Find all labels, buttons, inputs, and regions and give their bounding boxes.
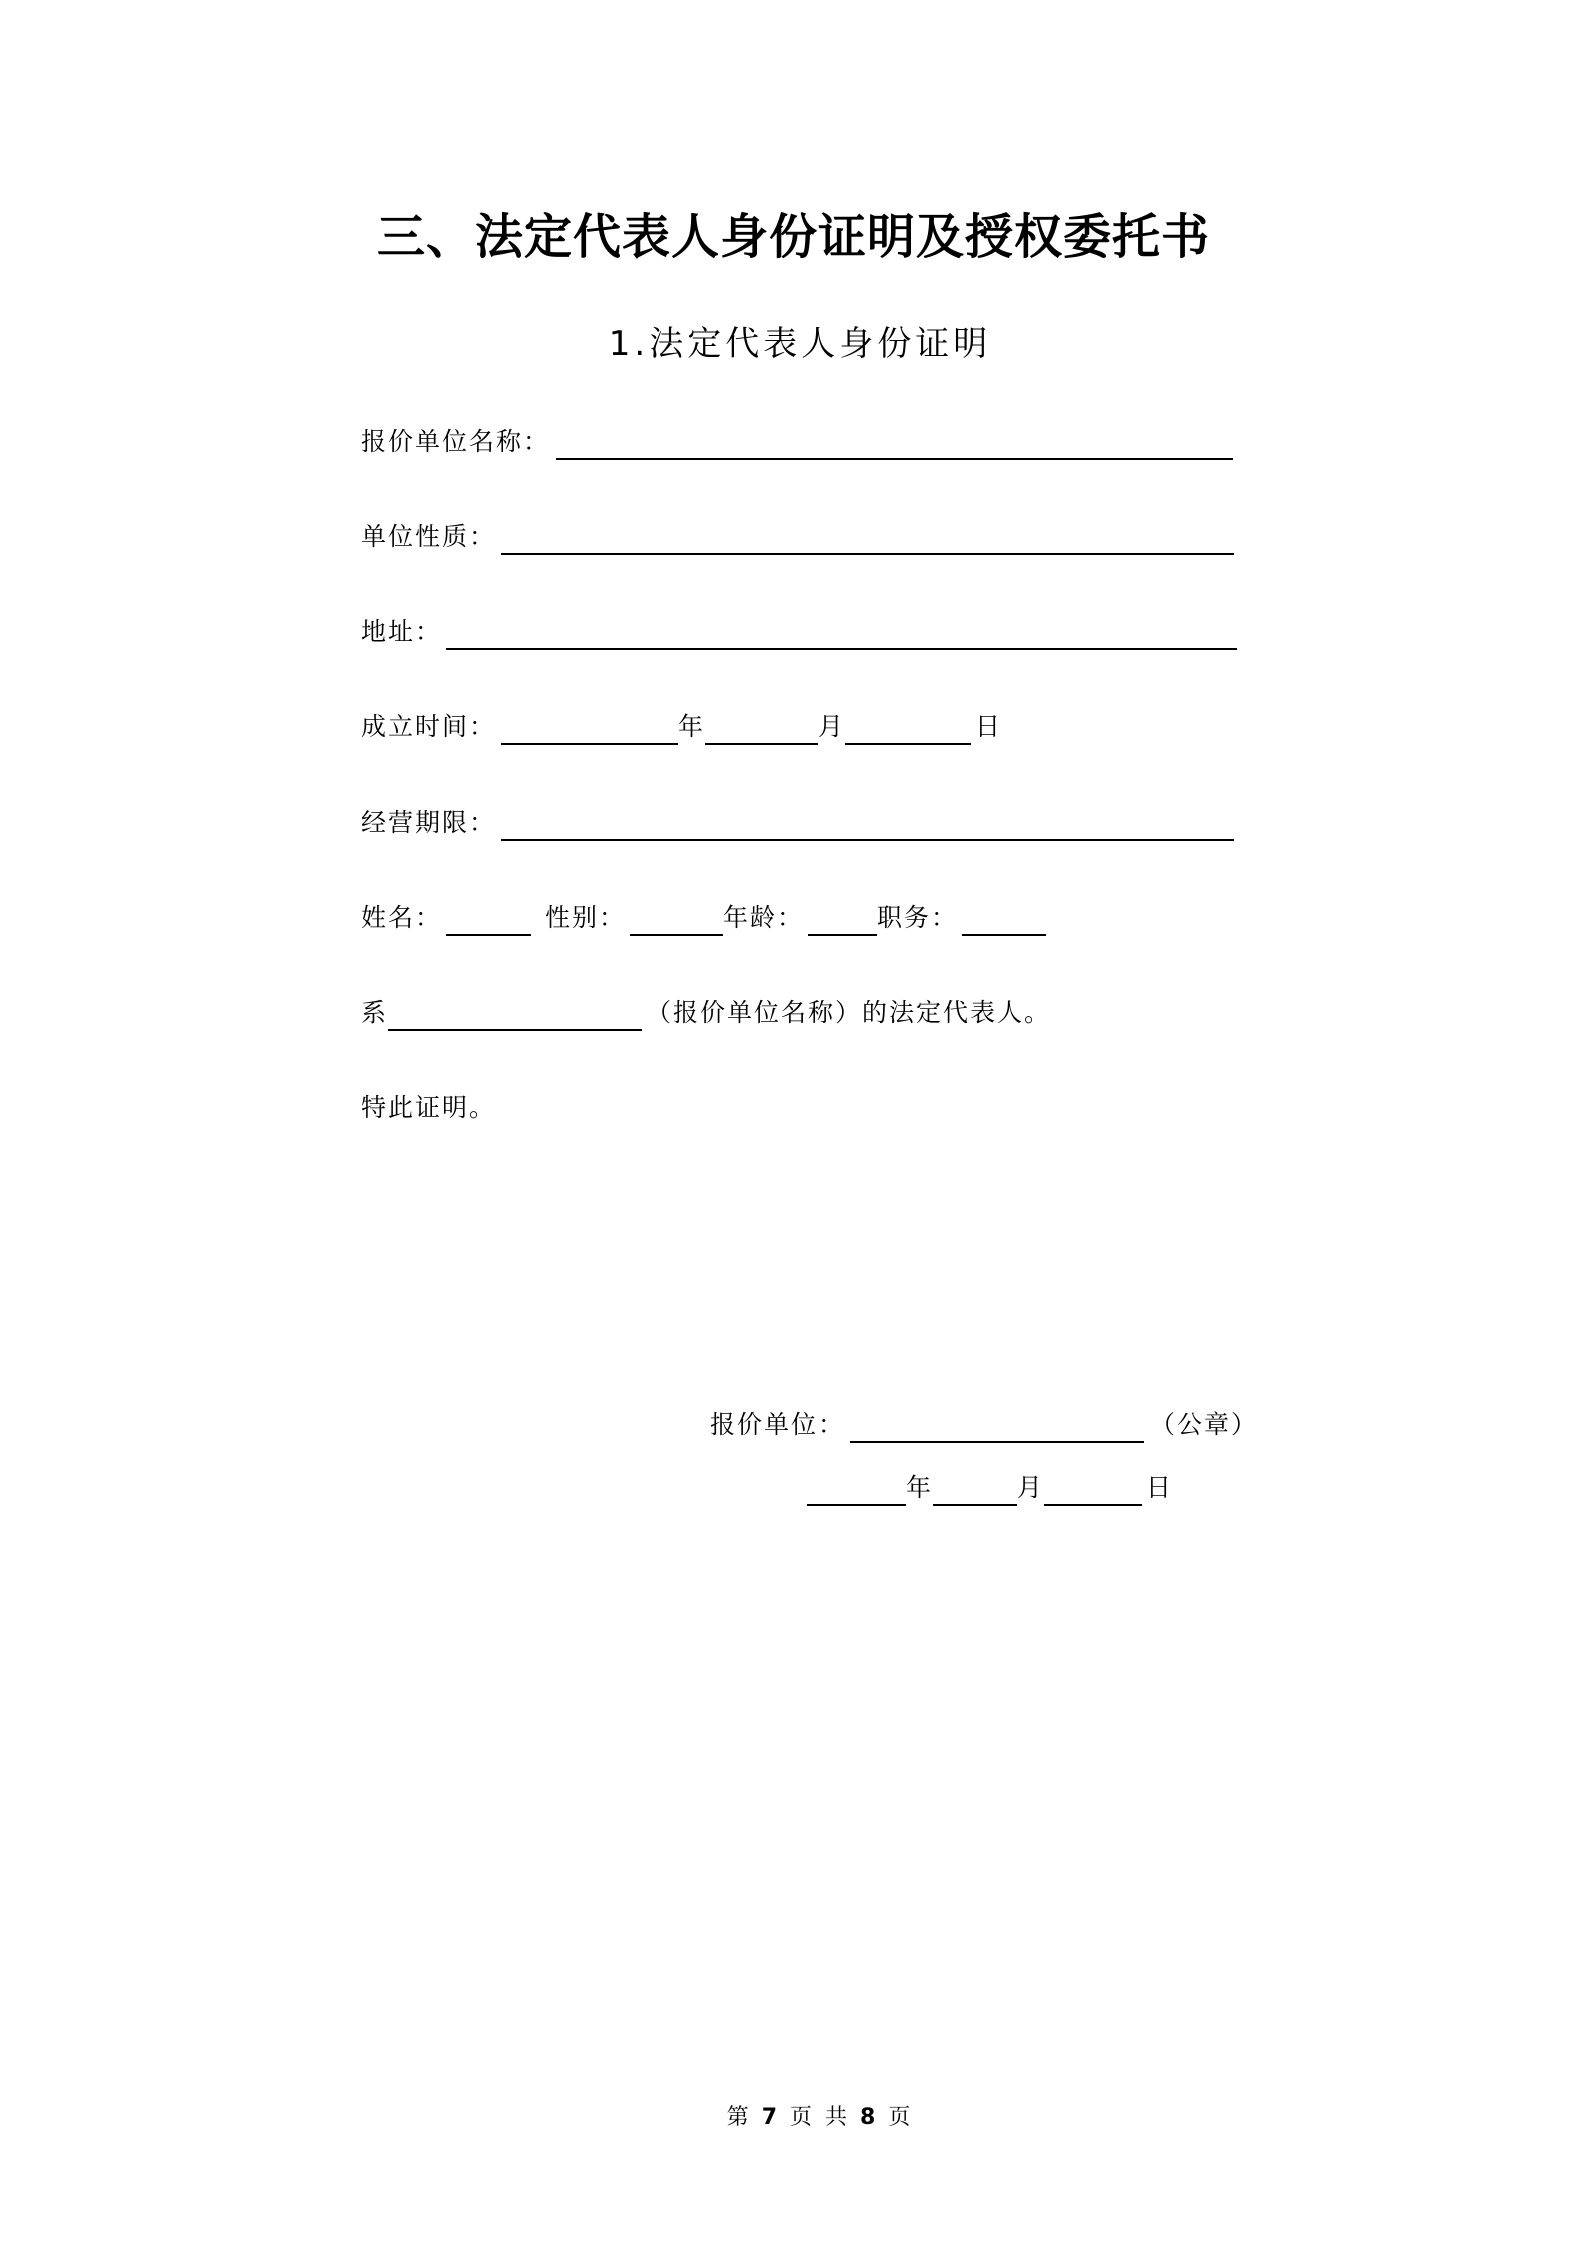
relation-row: [361, 995, 1051, 1031]
established-label: 成立时间：: [361, 712, 497, 741]
address-label: 地址：: [361, 617, 443, 646]
certify-text: 特此证明。: [361, 1093, 497, 1122]
gender-blank[interactable]: [630, 900, 723, 936]
term-label: 经营期限：: [361, 808, 497, 837]
total-pages: 8: [860, 2105, 879, 2130]
established-row: [361, 709, 1002, 745]
signature-date-row: [807, 1470, 1173, 1506]
address-blank[interactable]: [446, 614, 1237, 650]
signature-year-blank[interactable]: [807, 1470, 906, 1506]
relation-prefix: 系: [361, 998, 389, 1027]
established-month-blank[interactable]: [705, 709, 818, 745]
year-label: 年: [678, 712, 706, 741]
company-name-blank[interactable]: [556, 424, 1233, 460]
certify-row: [361, 1090, 496, 1126]
relation-company-blank[interactable]: [388, 995, 642, 1031]
signature-day-label: 日: [1146, 1473, 1174, 1502]
age-blank[interactable]: [808, 900, 877, 936]
signature-day-blank[interactable]: [1044, 1470, 1142, 1506]
footer-middle: 页 共: [790, 2105, 850, 2130]
address-row: [361, 614, 1237, 650]
established-year-blank[interactable]: [501, 709, 678, 745]
signature-month-label: 月: [1017, 1473, 1045, 1502]
signature-month-blank[interactable]: [933, 1470, 1017, 1506]
company-nature-blank[interactable]: [501, 519, 1234, 555]
footer-prefix: 第: [726, 2105, 752, 2130]
person-row: [361, 900, 1046, 936]
term-blank[interactable]: [501, 805, 1234, 841]
footer-suffix: 页: [888, 2105, 914, 2130]
signature-unit-blank[interactable]: [850, 1407, 1144, 1443]
company-nature-label: 单位性质：: [361, 522, 497, 551]
company-name-label: 报价单位名称：: [361, 427, 551, 456]
established-day-blank[interactable]: [845, 709, 971, 745]
signature-unit-label: 报价单位：: [710, 1410, 846, 1439]
company-name-row: [361, 424, 1233, 460]
section-subtitle: 1.法定代表人身份证明: [608, 324, 992, 364]
signature-year-label: 年: [906, 1473, 934, 1502]
position-blank[interactable]: [962, 900, 1046, 936]
document-title: 三、法定代表人身份证明及授权委托书: [376, 209, 1210, 265]
gender-label: 性别：: [545, 903, 627, 932]
page-footer: [0, 2100, 1587, 2131]
company-nature-row: [361, 519, 1234, 555]
age-label: 年龄：: [723, 903, 805, 932]
name-label: 姓名：: [361, 903, 443, 932]
relation-suffix: （报价单位名称）的法定代表人。: [646, 998, 1052, 1027]
name-blank[interactable]: [446, 900, 531, 936]
signature-unit-row: [710, 1407, 1258, 1443]
term-row: [361, 805, 1234, 841]
month-label: 月: [818, 712, 846, 741]
seal-label: （公章）: [1150, 1410, 1259, 1439]
current-page: 7: [761, 2105, 780, 2130]
position-label: 职务：: [877, 903, 959, 932]
day-label: 日: [975, 712, 1003, 741]
